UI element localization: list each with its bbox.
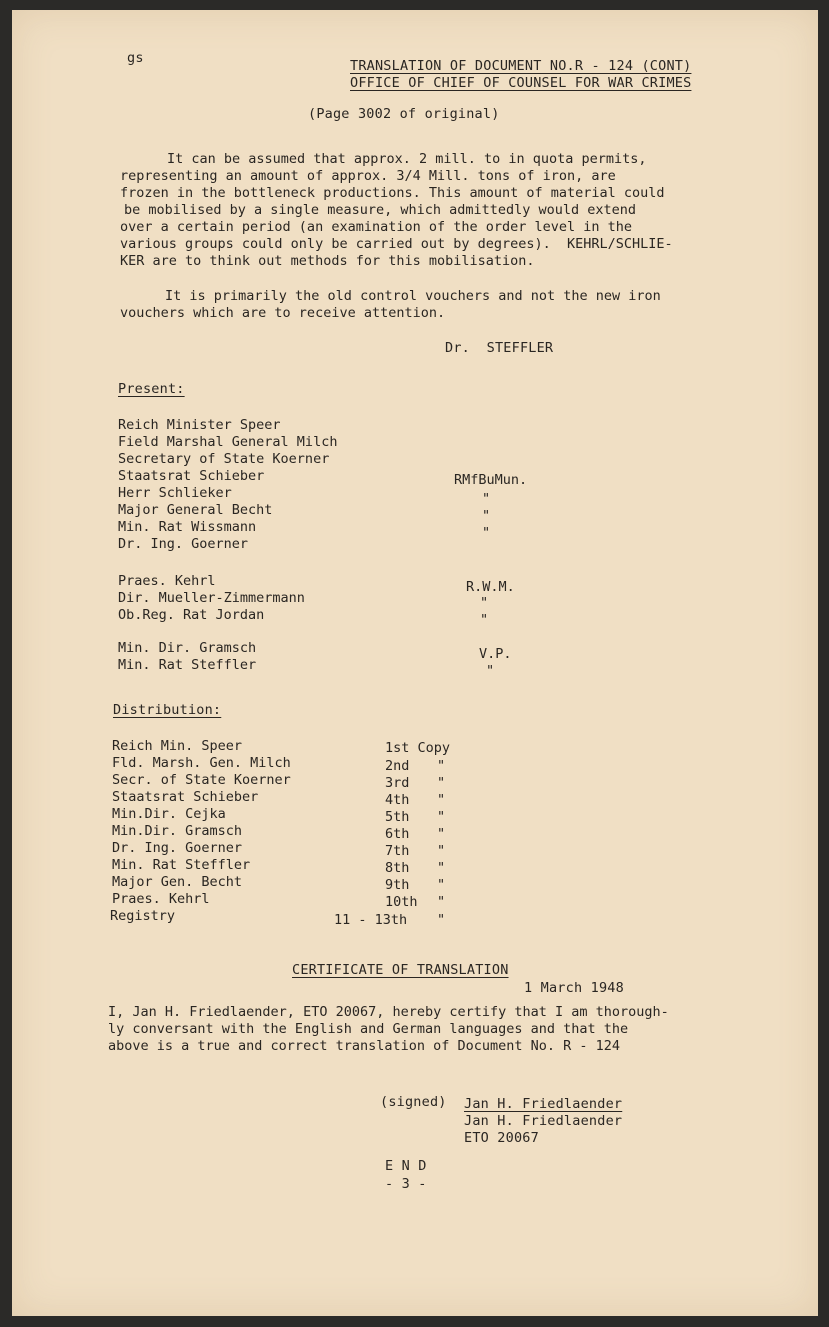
office-title: OFFICE OF CHIEF OF COUNSEL FOR WAR CRIMES: [350, 75, 692, 91]
present-heading: Present:: [118, 381, 185, 397]
list-item: Praes. Kehrl R.W.M.: [118, 573, 515, 595]
table-row: Min.Dir. Cejka 5th ": [112, 806, 446, 825]
table-row: Min. Rat Steffler 8th ": [112, 857, 446, 876]
list-item: Dir. Mueller-Zimmermann ": [118, 590, 489, 611]
list-item: Min. Rat Steffler ": [118, 657, 495, 679]
certificate-date: 1 March 1948: [524, 980, 624, 996]
paragraph-line: KER are to think out methods for this mobilisation.: [120, 253, 535, 269]
table-row: Praes. Kehrl 10th ": [112, 891, 446, 910]
certificate-line: ly conversant with the English and German languages and that the: [108, 1021, 629, 1037]
table-row: Dr. Ing. Goerner 7th ": [112, 840, 446, 859]
table-row: Secr. of State Koerner 3rd ": [112, 772, 446, 791]
document-page: [12, 10, 818, 1316]
list-item: Field Marshal General Milch: [118, 434, 338, 450]
list-item: Dr. Ing. Goerner: [118, 536, 249, 552]
list-item: Min. Dir. Gramsch V.P.: [118, 640, 512, 662]
eto-number: ETO 20067: [464, 1130, 539, 1146]
table-row: Fld. Marsh. Gen. Milch 2nd ": [112, 755, 446, 774]
table-row: Min.Dir. Gramsch 6th ": [112, 823, 446, 842]
list-item: Min. Rat Wissmann ": [118, 519, 491, 541]
typist-initials: gs: [127, 50, 144, 66]
paragraph-line: be mobilised by a single measure, which admittedly would extend: [124, 202, 637, 218]
list-item: Secretary of State Koerner: [118, 451, 330, 467]
document-title: TRANSLATION OF DOCUMENT NO.R - 124 (CONT): [350, 58, 692, 74]
paragraph-line: It is primarily the old control vouchers and not the new iron: [165, 288, 661, 304]
paragraph-line: frozen in the bottleneck productions. This amount of material could: [120, 185, 665, 201]
table-row: Registry 11 - 13th ": [110, 908, 446, 928]
list-item: Ob.Reg. Rat Jordan ": [118, 607, 489, 628]
paragraph-line: representing an amount of approx. 3/4 Mill. tons of iron, are: [120, 168, 616, 184]
page-reference: (Page 3002 of original): [308, 106, 500, 122]
table-row: Major Gen. Becht 9th ": [112, 874, 446, 893]
signed-label: (signed): [380, 1094, 447, 1110]
paragraph-line: over a certain period (an examination of the order level in the: [120, 219, 633, 235]
table-row: Reich Min. Speer 1st Copy: [112, 738, 451, 756]
list-item: Staatsrat Schieber RMfBuMun.: [118, 468, 528, 488]
distribution-heading: Distribution:: [113, 702, 222, 718]
end-marker: E N D: [385, 1158, 427, 1174]
list-item: Major General Becht ": [118, 502, 491, 524]
page-number: - 3 -: [385, 1176, 427, 1192]
list-item: Reich Minister Speer: [118, 417, 281, 433]
typed-name: Jan H. Friedlaender: [464, 1113, 623, 1129]
paragraph-line: It can be assumed that approx. 2 mill. to in quota permits,: [167, 151, 647, 167]
paragraph-line: various groups could only be carried out by degrees). KEHRL/SCHLIE-: [120, 236, 673, 252]
table-row: Staatsrat Schieber 4th ": [112, 789, 446, 808]
certificate-heading: CERTIFICATE OF TRANSLATION: [292, 962, 509, 978]
certificate-line: I, Jan H. Friedlaender, ETO 20067, hereby certify that I am thorough-: [108, 1004, 669, 1020]
certificate-line: above is a true and correct translation of Document No. R - 124: [108, 1038, 621, 1054]
signed-name: Jan H. Friedlaender: [464, 1096, 623, 1112]
list-item: Herr Schlieker ": [118, 485, 491, 507]
signature-steffler: Dr. STEFFLER: [445, 340, 554, 356]
paragraph-line: vouchers which are to receive attention.: [120, 305, 446, 321]
